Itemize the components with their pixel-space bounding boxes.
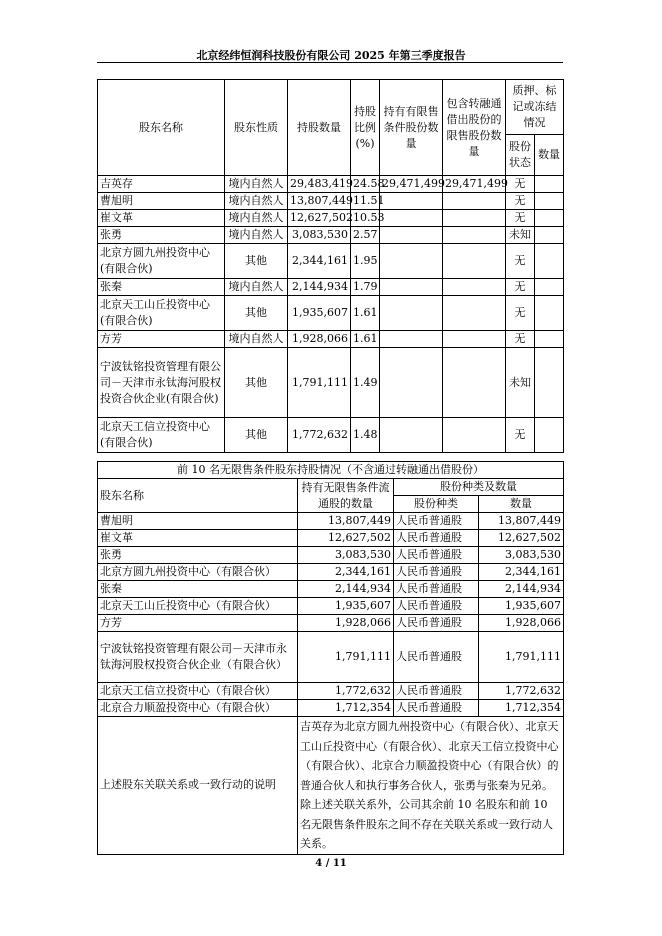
shareholder-name: 崔文革 (98, 530, 298, 547)
table-row (98, 547, 564, 564)
col-header-nature: 股东性质 (225, 80, 288, 176)
shareholder-name: 张勇 (98, 227, 225, 244)
table-row (98, 581, 564, 598)
holding-ratio: 1.79 (351, 279, 380, 296)
share-class: 人民币普通股 (394, 615, 479, 632)
table-row (98, 615, 564, 632)
restricted-shares (380, 227, 443, 244)
unrestricted-shareholders-table (97, 461, 564, 855)
shareholder-name: 北京天工信立投资中心(有限合伙) (98, 418, 225, 453)
share-qty: 1,712,354 (479, 700, 564, 717)
holding-ratio: 1.49 (351, 348, 380, 418)
share-qty: 2,144,934 (479, 581, 564, 598)
restricted-shares: 29,471,499 (380, 176, 443, 193)
share-class: 人民币普通股 (394, 700, 479, 717)
share-class: 人民币普通股 (394, 513, 479, 530)
shareholder-name: 张秦 (98, 279, 225, 296)
share-qty: 2,344,161 (479, 564, 564, 581)
note-label: 上述股东关联关系或一致行动的说明 (98, 717, 298, 855)
pledge-status: 无 (506, 244, 535, 279)
shares-held: 3,083,530 (288, 227, 351, 244)
table-row (98, 331, 564, 348)
restricted-shares (380, 331, 443, 348)
holding-ratio: 2.57 (351, 227, 380, 244)
shareholder-name: 北京天工山丘投资中心(有限合伙) (98, 296, 225, 331)
pledge-qty (535, 296, 564, 331)
lending-shares (443, 279, 506, 296)
pledge-qty (535, 193, 564, 210)
lending-shares (443, 210, 506, 227)
table-row (98, 296, 564, 331)
table-row (98, 530, 564, 547)
pledge-qty (535, 244, 564, 279)
shareholder-name: 张勇 (98, 547, 298, 564)
lending-shares (443, 418, 506, 453)
table-row (98, 683, 564, 700)
table-row (98, 193, 564, 210)
lending-shares (443, 227, 506, 244)
shares-held: 1,928,066 (288, 331, 351, 348)
col-header-status: 股份状态 (506, 135, 535, 176)
share-class: 人民币普通股 (394, 598, 479, 615)
col-header-ratio: 持股比例(%) (351, 80, 380, 176)
share-qty: 1,772,632 (479, 683, 564, 700)
pledge-status: 未知 (506, 227, 535, 244)
pledge-qty (535, 227, 564, 244)
share-qty: 1,791,111 (479, 632, 564, 683)
shareholder-name: 北京天工山丘投资中心（有限合伙） (98, 598, 298, 615)
restricted-shares (380, 210, 443, 227)
shareholder-nature: 其他 (225, 296, 288, 331)
table-row (98, 513, 564, 530)
unrestricted-count: 2,144,934 (298, 581, 394, 598)
restricted-shares (380, 193, 443, 210)
pledge-qty (535, 418, 564, 453)
restricted-shares (380, 296, 443, 331)
table-row (98, 279, 564, 296)
unrestricted-count: 1,935,607 (298, 598, 394, 615)
lending-shares: 29,471,499 (443, 176, 506, 193)
shareholder-name: 吉英存 (98, 176, 225, 193)
lending-shares (443, 331, 506, 348)
shares-held: 2,144,934 (288, 279, 351, 296)
share-qty: 12,627,502 (479, 530, 564, 547)
shareholder-nature: 境内自然人 (225, 193, 288, 210)
shareholder-name: 张秦 (98, 581, 298, 598)
shareholder-nature: 其他 (225, 244, 288, 279)
lending-shares (443, 193, 506, 210)
shareholder-nature: 境内自然人 (225, 279, 288, 296)
unrestricted-count: 3,083,530 (298, 547, 394, 564)
table-row (98, 176, 564, 193)
share-class: 人民币普通股 (394, 564, 479, 581)
share-qty: 1,935,607 (479, 598, 564, 615)
shares-held: 1,791,111 (288, 348, 351, 418)
pledge-status: 无 (506, 331, 535, 348)
shareholder-name: 宁波钛铭投资管理有限公司－天津市永钛海河股权投资合伙企业(有限合伙) (98, 348, 225, 418)
top10-shareholders-table (97, 79, 564, 453)
table-row (98, 598, 564, 615)
shares-held: 2,344,161 (288, 244, 351, 279)
report-header: 北京经纬恒润科技股份有限公司 2025 年第三季度报告 (196, 49, 466, 62)
share-class: 人民币普通股 (394, 547, 479, 564)
pledge-qty (535, 176, 564, 193)
table-row (98, 244, 564, 279)
shareholder-name: 北京天工信立投资中心（有限合伙） (98, 683, 298, 700)
pledge-status: 无 (506, 210, 535, 227)
pledge-qty (535, 210, 564, 227)
table-row (98, 418, 564, 453)
holding-ratio: 24.58 (351, 176, 380, 193)
share-qty: 13,807,449 (479, 513, 564, 530)
table-row (98, 348, 564, 418)
pledge-status: 无 (506, 193, 535, 210)
table-row (98, 227, 564, 244)
shareholder-nature: 境内自然人 (225, 176, 288, 193)
col-header-shares: 持股数量 (288, 80, 351, 176)
table-row (98, 632, 564, 683)
holding-ratio: 1.95 (351, 244, 380, 279)
holding-ratio: 1.48 (351, 418, 380, 453)
shareholder-name: 北京方圆九州投资中心(有限合伙) (98, 244, 225, 279)
shares-held: 13,807,449 (288, 193, 351, 210)
lending-shares (443, 244, 506, 279)
table-row (98, 564, 564, 581)
holding-ratio: 1.61 (351, 296, 380, 331)
col-header-name: 股东名称 (98, 479, 298, 513)
col-header-lending: 包含转融通借出股份的限售股份数量 (443, 80, 506, 176)
holding-ratio: 11.51 (351, 193, 380, 210)
shares-held: 29,483,419 (288, 176, 351, 193)
unrestricted-count: 1,712,354 (298, 700, 394, 717)
restricted-shares (380, 418, 443, 453)
pledge-status: 无 (506, 418, 535, 453)
shareholder-name: 宁波钛铭投资管理有限公司－天津市永钛海河股权投资合伙企业（有限合伙） (98, 632, 298, 683)
pledge-status: 未知 (506, 348, 535, 418)
col-header-restricted: 持有有限售条件股份数量 (380, 80, 443, 176)
col-header-count: 持有无限售条件流通股的数量 (298, 479, 394, 513)
shareholder-name: 崔文革 (98, 210, 225, 227)
shareholder-nature: 其他 (225, 418, 288, 453)
unrestricted-count: 2,344,161 (298, 564, 394, 581)
pledge-status: 无 (506, 296, 535, 331)
table-row (98, 210, 564, 227)
share-class: 人民币普通股 (394, 581, 479, 598)
shareholder-nature: 其他 (225, 348, 288, 418)
note-text: 吉英存为北京方圆九州投资中心（有限合伙）、北京天工山丘投资中心（有限合伙）、北京天工信立投资中心（有限合伙）、北京合力顺盈投资中心（有限合伙）的普通合伙人和执行事务合伙人，张勇与张秦为兄弟。除上述关联关系外，公司其余前 10 名股东和前 10 名无限售条件股东之间不存在关联关系或一致行动人关系。 (298, 717, 564, 855)
header-divider (97, 62, 563, 63)
unrestricted-count: 1,791,111 (298, 632, 394, 683)
shareholder-nature: 境内自然人 (225, 210, 288, 227)
shareholder-name: 方芳 (98, 615, 298, 632)
shares-held: 1,935,607 (288, 296, 351, 331)
lending-shares (443, 348, 506, 418)
pledge-status: 无 (506, 176, 535, 193)
shareholder-nature: 境内自然人 (225, 331, 288, 348)
restricted-shares (380, 279, 443, 296)
related-party-note-row (98, 717, 564, 855)
pledge-qty (535, 279, 564, 296)
col-header-class-group: 股份种类及数量 (394, 479, 564, 496)
holding-ratio: 1.61 (351, 331, 380, 348)
pledge-qty (535, 331, 564, 348)
unrestricted-count: 1,928,066 (298, 615, 394, 632)
share-qty: 1,928,066 (479, 615, 564, 632)
col-header-qty: 数量 (535, 135, 564, 176)
shareholder-name: 曹旭明 (98, 193, 225, 210)
table-row (98, 700, 564, 717)
unrestricted-count: 1,772,632 (298, 683, 394, 700)
section-title: 前 10 名无限售条件股东持股情况（不含通过转融通出借股份） (98, 462, 564, 479)
lending-shares (443, 296, 506, 331)
col-header-pledge: 质押、标记或冻结情况 (506, 80, 564, 135)
shareholder-name: 曹旭明 (98, 513, 298, 530)
share-qty: 3,083,530 (479, 547, 564, 564)
holding-ratio: 10.53 (351, 210, 380, 227)
shareholder-nature: 境内自然人 (225, 227, 288, 244)
shareholder-name: 方芳 (98, 331, 225, 348)
col-header-class: 股份种类 (394, 496, 479, 513)
restricted-shares (380, 244, 443, 279)
share-class: 人民币普通股 (394, 683, 479, 700)
shares-held: 12,627,502 (288, 210, 351, 227)
share-class: 人民币普通股 (394, 530, 479, 547)
shareholder-name: 北京方圆九州投资中心（有限合伙） (98, 564, 298, 581)
unrestricted-count: 13,807,449 (298, 513, 394, 530)
share-class: 人民币普通股 (394, 632, 479, 683)
pledge-status: 无 (506, 279, 535, 296)
restricted-shares (380, 348, 443, 418)
unrestricted-count: 12,627,502 (298, 530, 394, 547)
col-header-name: 股东名称 (98, 80, 225, 176)
col-header-qty: 数量 (479, 496, 564, 513)
shares-held: 1,772,632 (288, 418, 351, 453)
shareholder-name: 北京合力顺盈投资中心（有限合伙） (98, 700, 298, 717)
pledge-qty (535, 348, 564, 418)
page-number: 4 / 11 (315, 858, 347, 869)
